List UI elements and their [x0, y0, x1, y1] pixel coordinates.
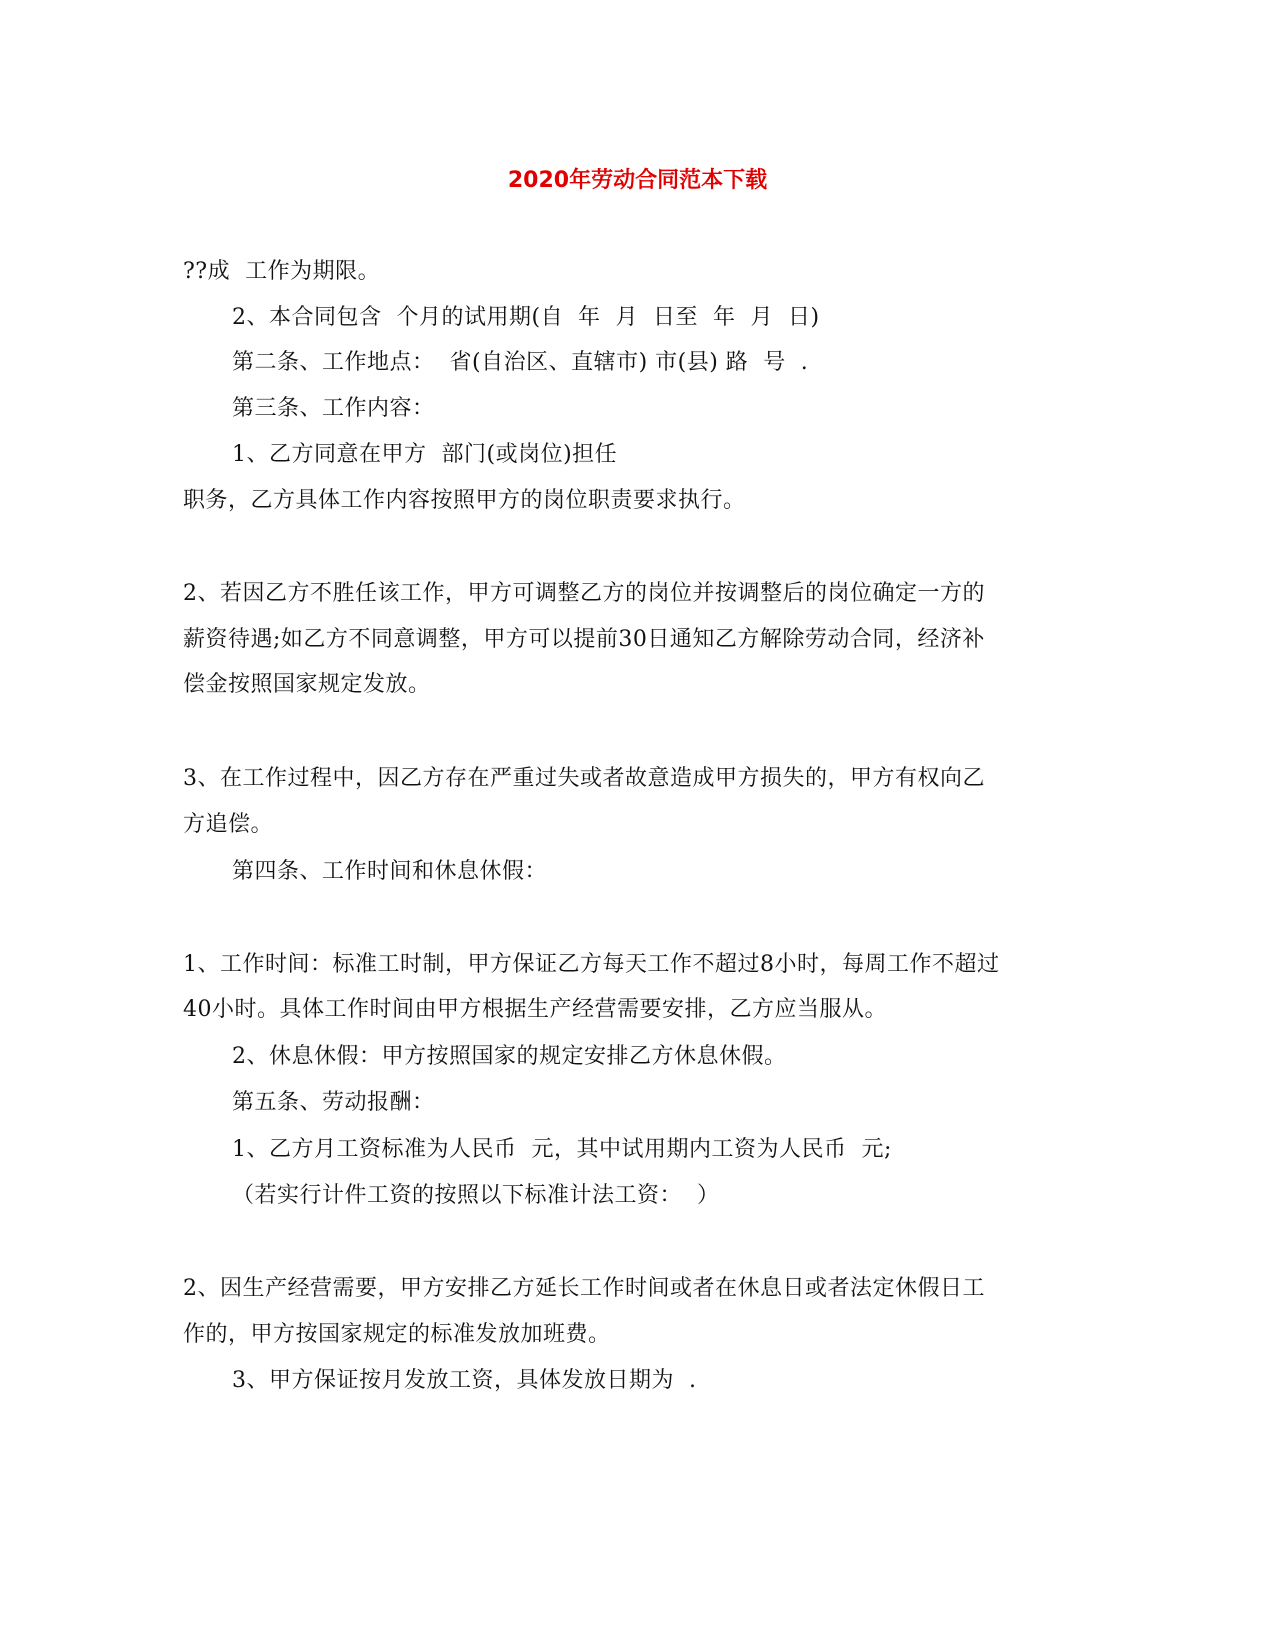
paragraph-line: （若实行计件工资的按照以下标准计法工资： ）	[232, 1183, 720, 1208]
paragraph-line: 3、在工作过程中，因乙方存在严重过失或者故意造成甲方损失的，甲方有权向乙	[183, 766, 985, 791]
paragraph-line: 薪资待遇;如乙方不同意调整，甲方可以提前30日通知乙方解除劳动合同，经济补	[183, 627, 985, 652]
paragraph-line: 3、甲方保证按月发放工资，具体发放日期为 .	[232, 1368, 697, 1393]
paragraph-line: 2、若因乙方不胜任该工作，甲方可调整乙方的岗位并按调整后的岗位确定一方的	[183, 581, 985, 606]
paragraph-line: ??成 工作为期限。	[183, 259, 381, 284]
paragraph-line: 职务，乙方具体工作内容按照甲方的岗位职责要求执行。	[183, 488, 746, 513]
paragraph-line: 1、工作时间：标准工时制，甲方保证乙方每天工作不超过8小时，每周工作不超过	[183, 952, 1000, 977]
paragraph-line: 第四条、工作时间和休息休假：	[232, 859, 548, 884]
paragraph-line: 第二条、工作地点： 省(自治区、直辖市) 市(县) 路 号 .	[232, 350, 809, 375]
document-title: 2020年劳动合同范本下载	[507, 168, 768, 193]
paragraph-line: 偿金按照国家规定发放。	[183, 672, 431, 697]
paragraph-line: 40小时。具体工作时间由甲方根据生产经营需要安排，乙方应当服从。	[183, 997, 887, 1022]
paragraph-line: 第五条、劳动报酬：	[232, 1090, 435, 1115]
paragraph-line: 1、乙方月工资标准为人民币 元，其中试用期内工资为人民币 元;	[232, 1137, 892, 1162]
paragraph-line: 第三条、工作内容：	[232, 396, 435, 421]
paragraph-line: 1、乙方同意在甲方 部门(或岗位)担任	[232, 442, 618, 467]
paragraph-line: 2、本合同包含 个月的试用期(自 年 月 日至 年 月 日)	[232, 305, 820, 330]
paragraph-line: 方追偿。	[183, 812, 274, 837]
paragraph-line: 2、休息休假：甲方按照国家的规定安排乙方休息休假。	[232, 1044, 787, 1069]
paragraph-line: 2、因生产经营需要，甲方安排乙方延长工作时间或者在休息日或者法定休假日工	[183, 1276, 985, 1301]
paragraph-line: 作的，甲方按国家规定的标准发放加班费。	[183, 1322, 611, 1347]
